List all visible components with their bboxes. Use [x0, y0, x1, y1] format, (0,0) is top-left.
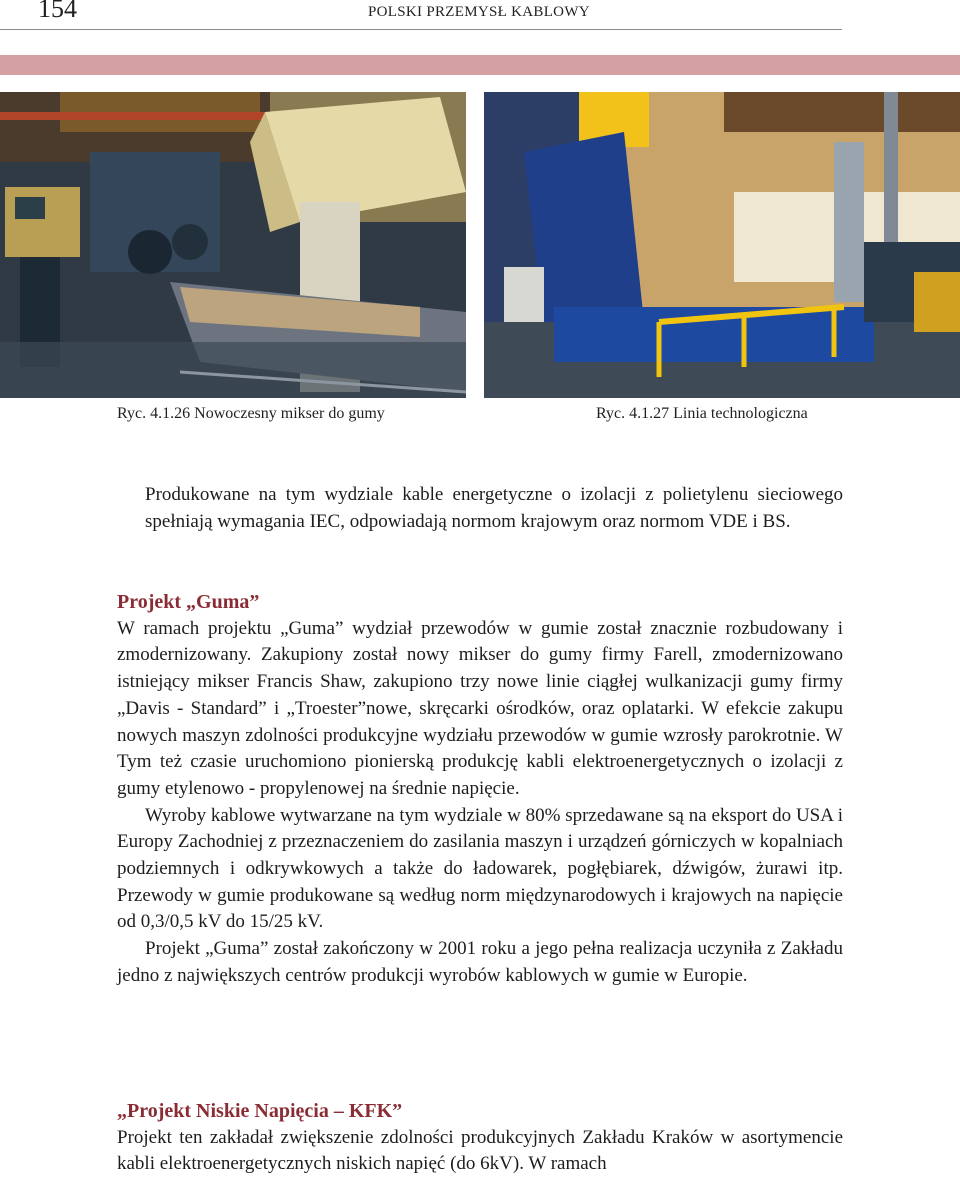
section-heading: „Projekt Niskie Napięcia – KFK” [117, 1100, 403, 1122]
section-heading: Projekt „Guma” [117, 591, 260, 613]
paragraph: W ramach projektu „Guma” wydział przewodów w gumie został znacznie rozbudowany i zmodernizowany. Zakupiony został nowy mikser do gumy firmy Farell, zmodernizowano istniejący mikser Francis Shaw, zakupiono trzy nowe linie ciągłej wulkanizacji gumy firmy „Davis - Standard” i „Troester”nowe, skręcarki ośrodków, oraz oplatarki. W efekcie zakupu nowych maszyn zdolności produkcyjne wydziału przewodów w gumie wzrosły parokrotnie. W Tym też czasie uruchomiono pionierską produkcję kabli elektroenergetycznych o izolacji z gumy etylenowo - propylenowej na średnie napięcie. [117, 617, 843, 799]
accent-band [0, 55, 960, 75]
section-kfk [117, 1098, 843, 1178]
figure-caption: Ryc. 4.1.27 Linia technologiczna [596, 405, 808, 422]
page-header [0, 0, 960, 30]
page-number: 154 [38, 0, 77, 23]
paragraph: Projekt „Guma” został zakończony w 2001 roku a jego pełna realizacja uczyniła z Zakładu jedno z największych centrów produkcji wyrobów kablowych w gumie w Europie. [117, 938, 843, 986]
photo-rubber-mixer [0, 92, 466, 398]
intro-paragraph: Produkowane na tym wydziale kable energetyczne o izolacji z polietylenu sieciowego spełniają wymagania IEC, odpowiadają normom krajowym oraz normom VDE i BS. [145, 484, 843, 532]
photo-technological-line [484, 92, 960, 398]
paragraph: Projekt ten zakładał zwiększenie zdolności produkcyjnych Zakładu Kraków w asortymencie kabli elektroenergetycznych niskich napięć (do 6kV). W ramach [117, 1126, 843, 1175]
header-rule [0, 29, 842, 30]
intro-block [145, 482, 843, 535]
running-title: POLSKI PRZEMYSŁ KABLOWY [368, 4, 590, 20]
paragraph: Wyroby kablowe wytwarzane na tym wydziale w 80% sprzedawane są na eksport do USA i Europy Zachodniej z przeznaczeniem do zasilania maszyn i urządzeń górniczych w kopalniach podziemnych i odkrywkowych a także do ładowarek, pogłębiarek, dźwigów, żurawi itp. Przewody w gumie produkowane są według norm międzynarodowych i krajowych na napięcie od 0,3/0,5 kV do 15/25 kV. [117, 804, 843, 933]
section-guma [117, 589, 843, 990]
figure-caption: Ryc. 4.1.26 Nowoczesny mikser do gumy [117, 405, 385, 422]
